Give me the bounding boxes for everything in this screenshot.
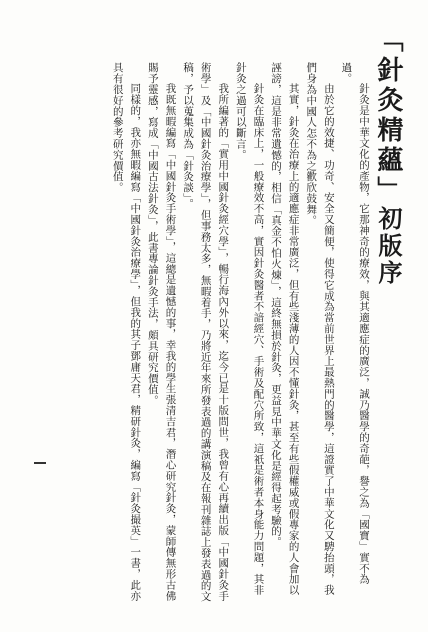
paragraph-7: 同樣的，我亦無暇編寫「中國針灸治療學」，但我的其子鄧庸天君，精研針灸，編寫「針灸撮英」一書，此亦具有很好的參考研究價值。 bbox=[111, 62, 142, 601]
paragraph-4: 針灸在臨床上，一般療效不高，實因針灸醫者不諳經穴、手術及配穴所致，這祇是術者本身能力問題，其非針灸之過可以斷言。 bbox=[234, 62, 265, 596]
paragraph-5: 我所編著的「實用中國針灸經穴學」，暢行海內外以來，迄今已是十版問世，我曾有心再續出版「中國針灸手術學」及「中國針灸治療學」，但事務太多，無暇着手，乃將近年來所發表過的講演稿及在報刊雜誌上發表過的文稿，予以蒐集成為「針灸談」。 bbox=[182, 62, 230, 602]
title-suffix: 初版序 bbox=[374, 206, 403, 287]
book-title: 「針灸精蘊」 bbox=[373, 26, 403, 206]
paragraph-1: 針灸是中華文化的產物，它那神奇的療效，與其適應症的廣泛，誠乃醫學的奇葩，譽之為「國寶」實不為過。 bbox=[340, 62, 370, 585]
margin-mark bbox=[34, 462, 46, 464]
paragraph-2: 由於它的效捷、功奇、安全又簡便，使得它成為當前世界上最熱門的醫學，這證實了中華文化又騁抬頭，我們身為中國人怎不為之歡欣鼓舞。 bbox=[305, 62, 335, 596]
preface-body bbox=[68, 62, 372, 602]
paragraph-3: 其實，針灸在治療上的適應症非常廣泛，但有些淺薄的人因不懂針灸，甚至有些假權威或假專家的人會加以誣謗，這是非常遺憾的，相信「真金不怕火煉」，這終無損於針灸，更益見中華文化是經得起考驗的。 bbox=[270, 62, 300, 596]
paragraph-6: 我既無暇編寫「中國針灸手術學」，這總是遺憾的事，幸我的學生張清吉君，潛心研究針灸，蒙師傳無形古佛賜予靈感，寫成「中國古法針灸」，此書專論針灸手法，頗具研究價值。 bbox=[146, 62, 177, 601]
